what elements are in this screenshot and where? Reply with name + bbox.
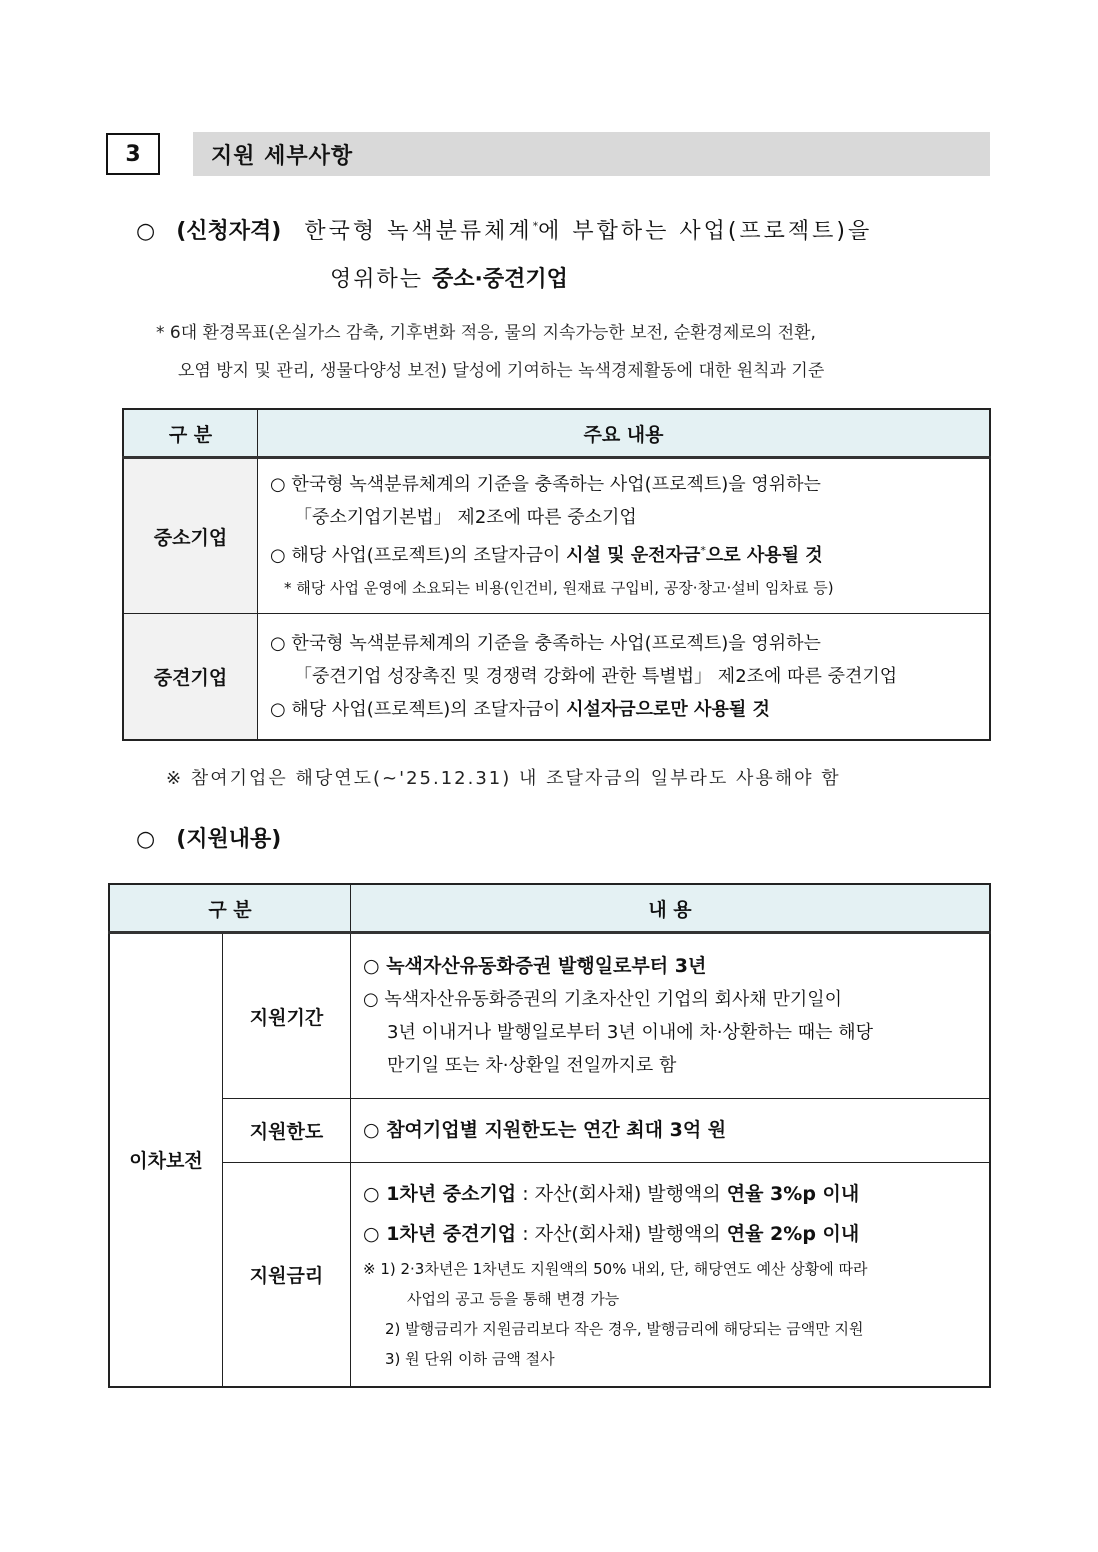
section-title [193, 132, 990, 176]
rate-note: ※ 1) 2·3차년은 1차년도 지원액의 50% 내외, 단, 해당연도 예산 상황에 따라 [363, 1260, 868, 1279]
row-content-rate [351, 1163, 991, 1387]
row-content-limit [351, 1099, 991, 1163]
row-label-sme: 중소기업 [123, 458, 258, 614]
bullet-circle-icon: ○ [136, 219, 156, 244]
rate-note: 3) 원 단위 이하 금액 절사 [385, 1350, 555, 1369]
rate-note: 2) 발행금리가 지원금리보다 작은 경우, 발행금리에 해당되는 금액만 지원 [385, 1320, 864, 1339]
table1-header-category: 구 분 [123, 409, 258, 458]
eligibility-table [122, 408, 991, 741]
table-row [109, 1099, 990, 1163]
eligibility-footnote-1: * 6대 환경목표(온실가스 감축, 기후변화 적응, 물의 지속가능한 보전, 순환경제로의 전환, [156, 323, 816, 343]
table1-note: ※ 참여기업은 해당연도(~'25.12.31) 내 조달자금의 일부라도 사용해야 함 [166, 768, 841, 789]
row-label-midsize: 중견기업 [123, 614, 258, 740]
content-bold: 시설 및 운전자금 [566, 544, 701, 566]
eligibility-line2 [330, 262, 568, 293]
row-content-period [351, 933, 991, 1099]
table2-header-category: 구 분 [109, 884, 351, 933]
content-line [270, 534, 977, 572]
content-line: 만기일 또는 차·상환일 전일까지로 함 [387, 1055, 677, 1076]
support-table [108, 883, 991, 1388]
row-label-limit: 지원한도 [223, 1099, 351, 1163]
eligibility-text-rest: 에 부합하는 사업(프로젝트)을 [538, 219, 873, 244]
content-text: ○ 해당 사업(프로젝트)의 조달자금이 [270, 544, 567, 566]
content-line: 「중소기업기본법」 제2조에 따른 중소기업 [294, 506, 637, 528]
rate-note: 사업의 공고 등을 통해 변경 가능 [407, 1290, 620, 1309]
row-content-sme [258, 458, 991, 614]
content-bold: 으로 사용될 것 [705, 544, 823, 566]
eligibility-label: (신청자격) [176, 219, 282, 244]
content-line: ○ 한국형 녹색분류체계의 기준을 충족하는 사업(프로젝트)을 영위하는 [270, 473, 821, 495]
content-text: : 자산(회사채) 발행액의 [516, 1183, 727, 1206]
content-line: ○ 한국형 녹색분류체계의 기준을 충족하는 사업(프로젝트)을 영위하는 [270, 632, 821, 654]
eligibility-line1 [136, 214, 872, 245]
bullet-circle-icon: ○ [136, 827, 156, 852]
content-line [270, 693, 977, 726]
rate-line-sme [363, 1174, 977, 1214]
table2-header-content: 내 용 [351, 884, 991, 933]
table1-header-content: 주요 내용 [258, 409, 991, 458]
content-bold: 연율 3%p 이내 [726, 1183, 860, 1206]
eligibility-footnote-2: 오염 방지 및 관리, 생물다양성 보전) 달성에 기여하는 녹색경제활동에 대한 원칙과 기준 [178, 361, 825, 381]
content-bold: ○ 1차년 중견기업 [363, 1223, 517, 1246]
content-bold: ○ 1차년 중소기업 [363, 1183, 517, 1206]
group-label-interest-subsidy: 이차보전 [109, 933, 223, 1387]
table-row [123, 614, 990, 740]
content-line: 「중견기업 성장촉진 및 경쟁력 강화에 관한 특별법」 제2조에 따른 중견기업 [294, 665, 898, 687]
content-bold-line: ○ 녹색자산유동화증권 발행일로부터 3년 [363, 955, 707, 977]
table-row [123, 458, 990, 614]
eligibility-text: 한국형 녹색분류체계 [304, 219, 533, 244]
eligibility-text-2: 영위하는 [330, 267, 433, 292]
footnote-marker: * [700, 543, 706, 557]
content-bold: 시설자금으로만 사용될 것 [566, 698, 770, 720]
section-title-text: 지원 세부사항 [211, 143, 354, 169]
rate-line-midsize [363, 1214, 977, 1254]
content-line: 3년 이내거나 발행일로부터 3년 이내에 차·상환하는 때는 해당 [387, 1022, 873, 1043]
eligibility-target: 중소·중견기업 [432, 267, 568, 292]
row-label-rate: 지원금리 [223, 1163, 351, 1387]
content-text: ○ 해당 사업(프로젝트)의 조달자금이 [270, 698, 567, 720]
content-text: : 자산(회사채) 발행액의 [516, 1223, 727, 1246]
row-label-period: 지원기간 [223, 933, 351, 1099]
content-bold: 연율 2%p 이내 [726, 1223, 860, 1246]
section-number: 3 [106, 133, 160, 175]
support-heading [136, 822, 281, 853]
table-row [109, 1163, 990, 1387]
table-row [109, 933, 990, 1099]
support-label: (지원내용) [176, 827, 282, 852]
row-content-midsize [258, 614, 991, 740]
footnote-marker: * [532, 219, 539, 233]
content-note: * 해당 사업 운영에 소요되는 비용(인건비, 원재료 구입비, 공장·창고·설비 임차료 등) [284, 578, 834, 597]
content-line: ○ 녹색자산유동화증권의 기초자산인 기업의 회사채 만기일이 [363, 989, 843, 1010]
content-bold-line: ○ 참여기업별 지원한도는 연간 최대 3억 원 [363, 1119, 727, 1141]
